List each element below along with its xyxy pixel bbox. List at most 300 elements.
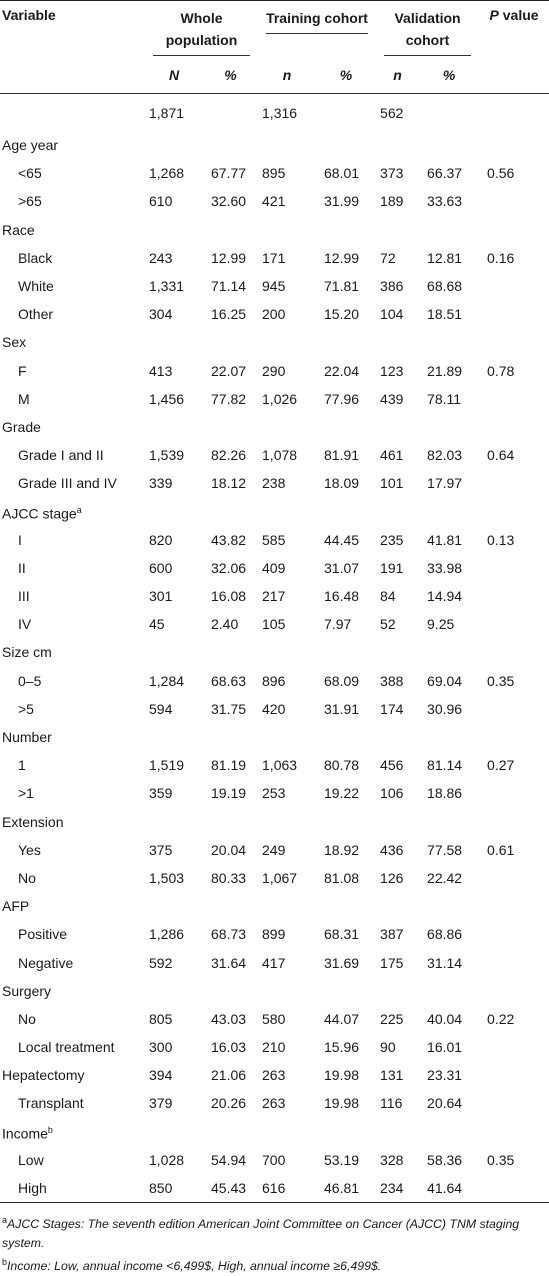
table-cell	[376, 723, 419, 751]
table-cell	[316, 131, 376, 159]
table-cell: 21.89	[427, 362, 463, 379]
table-cell: 896	[262, 672, 286, 689]
row-label	[0, 300, 145, 328]
table-cell: 439	[380, 390, 404, 407]
table-cell: 16.48	[324, 588, 360, 605]
section-row	[0, 808, 549, 836]
table-row	[0, 159, 549, 187]
subheader-pct-validation: %	[442, 67, 456, 83]
table-cell: 1,063	[262, 757, 298, 774]
group-header-validation-label: Validation cohort	[384, 7, 471, 56]
row-label-text: Transplant	[18, 1095, 84, 1112]
table-cell	[479, 385, 549, 413]
table-cell: 238	[262, 475, 286, 492]
table-cell	[258, 723, 316, 751]
table-cell: 31.69	[324, 954, 360, 971]
row-label-text: Sex	[2, 334, 27, 351]
table-cell	[419, 723, 479, 751]
footnote-b-marker: b	[2, 1257, 8, 1268]
table-cell: 18.92	[324, 841, 360, 858]
table-row	[0, 920, 549, 948]
footnotes	[0, 1203, 549, 1276]
group-header-whole-label: Whole population	[153, 7, 250, 56]
table-cell: 82.26	[211, 447, 247, 464]
table-cell	[479, 695, 549, 723]
table-row	[0, 1089, 549, 1117]
table-cell: 54.94	[211, 1151, 247, 1168]
table-cell	[479, 920, 549, 948]
row-label	[0, 864, 145, 892]
table-cell	[419, 328, 479, 356]
row-label	[0, 1174, 145, 1203]
table-cell: 16.25	[211, 306, 247, 323]
table-cell: 81.91	[324, 447, 360, 464]
table-cell: 69.04	[427, 672, 463, 689]
table-cell: 200	[262, 306, 286, 323]
row-label-text: I	[18, 531, 22, 548]
subheader-row	[0, 57, 549, 94]
table-cell: 46.81	[324, 1180, 360, 1197]
table-cell: 409	[262, 559, 286, 576]
section-label	[0, 328, 145, 356]
pvalue-header-p: P	[489, 7, 499, 23]
table-cell	[258, 808, 316, 836]
table-cell	[145, 723, 203, 751]
section-label	[0, 723, 145, 751]
table-cell: 31.07	[324, 559, 360, 576]
table-cell	[316, 977, 376, 1005]
table-cell	[203, 216, 258, 244]
table-cell: 945	[262, 278, 286, 295]
pvalue-header-rest: value	[498, 7, 539, 23]
table-cell: 53.19	[324, 1151, 360, 1168]
table-cell	[145, 808, 203, 836]
table-cell	[203, 892, 258, 920]
table-cell: 68.86	[427, 926, 463, 943]
table-cell: 18.09	[324, 475, 360, 492]
table-cell: 0.35	[487, 1151, 515, 1168]
table-cell: 23.31	[427, 1067, 463, 1084]
row-label-text: High	[18, 1180, 47, 1197]
table-cell: 32.06	[211, 559, 247, 576]
table-cell	[479, 1061, 549, 1089]
row-label-text: >65	[18, 193, 42, 210]
table-row	[0, 695, 549, 723]
table-cell	[479, 977, 549, 1005]
table-cell	[145, 1118, 203, 1146]
table-cell	[376, 216, 419, 244]
table-cell: 413	[149, 362, 173, 379]
table-cell: 394	[149, 1067, 173, 1084]
table-cell: 850	[149, 1180, 173, 1197]
table-cell	[203, 723, 258, 751]
table-cell: 0.22	[487, 1010, 515, 1027]
table-cell: 67.77	[211, 165, 247, 182]
table-cell	[145, 892, 203, 920]
table-row	[0, 582, 549, 610]
row-label	[0, 1061, 145, 1089]
table-cell: 9.25	[427, 616, 455, 633]
table-cell: 290	[262, 362, 286, 379]
row-label-text: Size cm	[2, 644, 52, 661]
row-label-text: White	[18, 278, 54, 295]
section-label	[0, 131, 145, 159]
table-cell: 22.04	[324, 362, 360, 379]
section-row	[0, 977, 549, 1005]
row-label	[0, 272, 145, 300]
group-header-training-label: Training cohort	[266, 7, 368, 34]
table-cell: 68.09	[324, 672, 360, 689]
table-cell: 1,078	[262, 447, 298, 464]
row-label-text: Positive	[18, 926, 68, 943]
table-cell: 1,519	[149, 757, 185, 774]
row-label	[0, 1089, 145, 1117]
table-cell: 105	[262, 616, 286, 633]
table-cell	[376, 638, 419, 666]
row-label-text: Income	[2, 1125, 48, 1142]
row-label-text: Grade III and IV	[18, 475, 117, 492]
table-cell	[479, 864, 549, 892]
table-cell	[479, 1089, 549, 1117]
table-cell: 68.63	[211, 672, 247, 689]
table-cell	[479, 638, 549, 666]
section-label	[0, 413, 145, 441]
row-label-text: No	[18, 1010, 36, 1027]
table-row	[0, 272, 549, 300]
table-cell	[258, 328, 316, 356]
table-cell: 18.12	[211, 475, 247, 492]
table-cell	[479, 131, 549, 159]
section-label	[0, 497, 145, 525]
table-cell: 1,284	[149, 672, 185, 689]
table-cell: 45.43	[211, 1180, 247, 1197]
row-label-text: Other	[18, 306, 54, 323]
table-cell: 116	[380, 1095, 403, 1112]
table-cell	[145, 413, 203, 441]
table-cell: 594	[149, 700, 173, 717]
row-label-text: Number	[2, 729, 52, 746]
table-body	[0, 94, 549, 1203]
table-cell: 68.73	[211, 926, 247, 943]
table-row	[0, 1005, 549, 1033]
row-label	[0, 836, 145, 864]
table-row	[0, 836, 549, 864]
table-cell: 1,316	[262, 104, 298, 121]
table-cell: 1,067	[262, 869, 298, 886]
table-cell	[479, 413, 549, 441]
table-cell: 58.36	[427, 1151, 463, 1168]
table-cell	[203, 977, 258, 1005]
table-cell: 562	[380, 104, 404, 121]
table-cell: 72	[380, 249, 396, 266]
table-cell	[479, 300, 549, 328]
table-row	[0, 667, 549, 695]
table-cell	[316, 808, 376, 836]
table-cell: 379	[149, 1095, 173, 1112]
table-cell: 43.03	[211, 1010, 247, 1027]
row-label	[0, 159, 145, 187]
table-cell: 386	[380, 278, 404, 295]
table-cell: 41.64	[427, 1180, 463, 1197]
row-label	[0, 385, 145, 413]
table-row	[0, 469, 549, 497]
table-cell: 263	[262, 1067, 286, 1084]
table-cell: 225	[380, 1010, 404, 1027]
subheader-pct-whole: %	[224, 67, 237, 83]
row-label	[0, 244, 145, 272]
table-row	[0, 357, 549, 385]
row-label	[0, 610, 145, 638]
table-cell: 68.31	[324, 926, 360, 943]
table-cell: 2.40	[211, 616, 239, 633]
table-cell: 175	[380, 954, 404, 971]
table-cell	[316, 497, 376, 525]
footnote-b-text: Income: Low, annual income <6,499$, High, annual income ≥6,499$.	[7, 1259, 382, 1274]
table-cell: 1,331	[149, 278, 185, 295]
table-cell	[479, 779, 549, 807]
section-row	[0, 638, 549, 666]
table-cell: 1,456	[149, 390, 185, 407]
table-cell: 15.20	[324, 306, 360, 323]
table-cell: 17.97	[427, 475, 463, 492]
row-label-text: Extension	[2, 813, 64, 830]
table-cell: 234	[380, 1180, 404, 1197]
table-cell: 1,286	[149, 926, 185, 943]
row-label	[0, 469, 145, 497]
table-cell: 359	[149, 785, 173, 802]
row-label-text: III	[18, 588, 30, 605]
table-cell: 304	[149, 306, 173, 323]
table-cell: 101	[380, 475, 404, 492]
table-cell: 388	[380, 672, 404, 689]
variable-header: Variable	[2, 7, 56, 23]
section-row	[0, 497, 549, 525]
table-cell: 235	[380, 531, 404, 548]
table-cell	[479, 469, 549, 497]
table-cell: 1,268	[149, 165, 185, 182]
table-cell: 40.04	[427, 1010, 463, 1027]
table-cell	[258, 892, 316, 920]
table-cell	[316, 413, 376, 441]
row-label	[0, 357, 145, 385]
table-cell: 20.26	[211, 1095, 247, 1112]
table-cell: 301	[149, 588, 173, 605]
table-cell	[479, 554, 549, 582]
row-label-text: Low	[18, 1151, 44, 1168]
table-cell: 80.78	[324, 757, 360, 774]
footnote-a-text: AJCC Stages: The seventh edition American Joint Committee on Cancer (AJCC) TNM staging system.	[2, 1217, 520, 1251]
table-cell: 106	[380, 785, 404, 802]
table-cell	[145, 131, 203, 159]
group-header-training	[258, 1, 376, 58]
table-row	[0, 948, 549, 976]
table-cell	[316, 94, 376, 132]
table-cell	[419, 497, 479, 525]
row-label-text: Age year	[2, 137, 59, 154]
table-cell: 0.16	[487, 249, 515, 266]
totals-label	[0, 94, 145, 132]
table-cell: 14.94	[427, 588, 463, 605]
table-cell: 31.14	[427, 954, 463, 971]
table-cell: 0.35	[487, 672, 515, 689]
row-label-text: >1	[18, 785, 34, 802]
table-row	[0, 187, 549, 215]
table-cell: 22.42	[427, 869, 463, 886]
table-cell: 81.08	[324, 869, 360, 886]
table-cell	[203, 328, 258, 356]
row-label-text: 1	[18, 757, 26, 774]
table-cell	[479, 1118, 549, 1146]
footnote-a-marker: a	[2, 1215, 8, 1226]
table-cell: 44.07	[324, 1010, 360, 1027]
footnote-marker: b	[47, 1124, 53, 1135]
table-cell	[203, 808, 258, 836]
table-cell: 20.04	[211, 841, 247, 858]
table-cell	[203, 94, 258, 132]
table-cell: 15.96	[324, 1039, 360, 1056]
table-cell	[419, 216, 479, 244]
section-row	[0, 1118, 549, 1146]
table-cell: 19.98	[324, 1095, 360, 1112]
row-label	[0, 526, 145, 554]
table-cell	[203, 1118, 258, 1146]
footnote-marker: a	[76, 504, 82, 515]
row-label-text: 0–5	[18, 672, 42, 689]
table-cell	[376, 892, 419, 920]
subheader-pvalue-empty	[479, 57, 549, 94]
table-cell: 68.68	[427, 278, 463, 295]
row-label-text: Local treatment	[18, 1039, 115, 1056]
row-label-text: Hepatectomy	[2, 1067, 85, 1084]
table-cell	[258, 413, 316, 441]
table-cell	[419, 413, 479, 441]
table-cell: 19.98	[324, 1067, 360, 1084]
table-cell: 420	[262, 700, 286, 717]
row-label	[0, 667, 145, 695]
table-cell	[203, 131, 258, 159]
table-cell: 249	[262, 841, 286, 858]
table-cell: 41.81	[427, 531, 463, 548]
table-cell: 0.64	[487, 447, 515, 464]
table-cell: 78.11	[427, 390, 462, 407]
table-cell: 600	[149, 559, 173, 576]
table-cell	[376, 808, 419, 836]
totals-row	[0, 94, 549, 132]
table-cell	[316, 328, 376, 356]
table-cell	[376, 1118, 419, 1146]
table-cell: 373	[380, 165, 404, 182]
table-cell	[145, 216, 203, 244]
table-cell: 1,871	[149, 104, 185, 121]
table-cell: 82.03	[427, 447, 463, 464]
table-cell: 899	[262, 926, 286, 943]
table-cell: 805	[149, 1010, 173, 1027]
row-label	[0, 441, 145, 469]
table-row	[0, 554, 549, 582]
table-cell	[145, 497, 203, 525]
row-label-text: Negative	[18, 954, 74, 971]
row-label-text: Race	[2, 221, 35, 238]
table-cell: 339	[149, 475, 173, 492]
subheader-n-training: n	[282, 67, 292, 83]
row-label-text: II	[18, 559, 26, 576]
row-label	[0, 1033, 145, 1061]
row-label	[0, 1005, 145, 1033]
section-row	[0, 216, 549, 244]
table-cell	[479, 948, 549, 976]
table-cell	[419, 808, 479, 836]
table-cell: 0.13	[487, 531, 515, 548]
subheader-empty	[0, 57, 145, 94]
table-row	[0, 526, 549, 554]
table-cell	[258, 497, 316, 525]
table-cell: 171	[262, 249, 286, 266]
table-cell: 174	[380, 700, 404, 717]
table-cell	[376, 413, 419, 441]
row-label	[0, 751, 145, 779]
table-cell	[479, 1033, 549, 1061]
table-cell: 700	[262, 1151, 286, 1168]
table-cell	[203, 497, 258, 525]
row-label	[0, 920, 145, 948]
table-cell: 1,539	[149, 447, 185, 464]
table-cell: 461	[380, 447, 404, 464]
subheader-n-whole: N	[168, 67, 180, 83]
table-row	[0, 1174, 549, 1203]
table-cell: 616	[262, 1180, 286, 1197]
table-cell	[316, 216, 376, 244]
table-row	[0, 300, 549, 328]
header-row	[0, 1, 549, 58]
footnote-b	[2, 1253, 547, 1276]
table-cell: 81.14	[427, 757, 463, 774]
table-cell: 12.99	[324, 249, 360, 266]
table-cell	[479, 610, 549, 638]
table-cell: 19.19	[211, 785, 247, 802]
section-row	[0, 892, 549, 920]
table-cell: 84	[380, 588, 396, 605]
table-cell: 43.82	[211, 531, 247, 548]
table-cell	[316, 723, 376, 751]
row-label	[0, 187, 145, 215]
table-cell	[479, 723, 549, 751]
table-cell: 253	[262, 785, 286, 802]
table-cell	[258, 131, 316, 159]
table-row	[0, 385, 549, 413]
table-cell	[203, 413, 258, 441]
table-cell	[145, 638, 203, 666]
row-label-text: M	[18, 390, 30, 407]
section-row	[0, 413, 549, 441]
section-row	[0, 131, 549, 159]
table-cell	[479, 582, 549, 610]
table-cell: 16.03	[211, 1039, 247, 1056]
table-cell: 123	[380, 362, 404, 379]
table-cell: 126	[380, 869, 404, 886]
table-cell: 12.99	[211, 249, 247, 266]
table-cell: 328	[380, 1151, 404, 1168]
row-label	[0, 554, 145, 582]
table-cell	[145, 328, 203, 356]
group-header-whole	[145, 1, 258, 58]
row-label	[0, 695, 145, 723]
table-cell: 210	[262, 1039, 286, 1056]
table-cell: 80.33	[211, 869, 247, 886]
table-cell: 387	[380, 926, 404, 943]
row-label-text: Black	[18, 249, 53, 266]
table-cell	[258, 216, 316, 244]
table-cell	[419, 638, 479, 666]
